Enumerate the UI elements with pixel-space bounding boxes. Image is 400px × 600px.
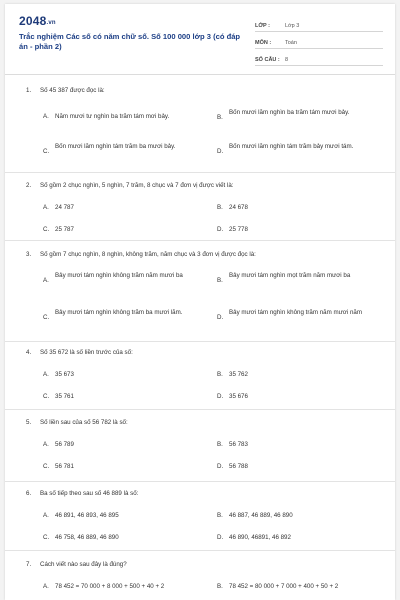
worksheet-page [5, 4, 395, 600]
option-c[interactable] [43, 308, 201, 322]
meta-value: Toán [285, 40, 297, 46]
question-text [26, 490, 138, 497]
question-number: 3. [26, 251, 32, 258]
option-a[interactable] [43, 271, 193, 285]
option-text: 25 787 [55, 226, 74, 233]
question-prompt: Số liền sau của số 56 782 là số: [40, 419, 128, 426]
question-number: 5. [26, 419, 32, 426]
option-a[interactable] [43, 440, 201, 449]
question-separator [5, 550, 395, 551]
option-letter: D. [217, 534, 224, 541]
meta-key: SỐ CÂU : [255, 57, 280, 63]
option-b[interactable] [217, 511, 375, 520]
option-letter: B. [217, 371, 223, 378]
option-letter: A. [43, 583, 49, 590]
option-b[interactable] [217, 370, 375, 379]
option-letter: C. [43, 463, 50, 470]
option-letter: C. [43, 314, 50, 321]
option-letter: C. [43, 393, 50, 400]
question-number: 6. [26, 490, 32, 497]
option-letter: A. [43, 512, 49, 519]
option-letter: B. [217, 512, 223, 519]
question-prompt: Số gồm 7 chục nghìn, 8 nghìn, không trăm, năm chục và 3 đơn vị được đọc là: [40, 251, 256, 258]
option-d[interactable] [217, 225, 375, 234]
option-letter: A. [43, 277, 49, 284]
question-separator [5, 172, 395, 173]
option-d[interactable] [217, 462, 375, 471]
option-text: Năm mươi tư nghìn ba trăm tám mơi bảy. [55, 113, 170, 120]
option-letter: A. [43, 441, 49, 448]
option-letter: B. [217, 277, 223, 284]
option-text: Bảy mươi tám nghìn mọt trăm năm mươi ba [229, 272, 351, 279]
option-d[interactable] [217, 142, 375, 156]
meta-key: LỚP : [255, 23, 270, 29]
worksheet-header [5, 4, 395, 74]
question-prompt: Ba số tiếp theo sau số 46 889 là số: [40, 490, 139, 497]
option-d[interactable] [217, 308, 375, 322]
question-number: 7. [26, 561, 32, 568]
question-text [26, 182, 234, 189]
option-text: 56 783 [229, 441, 248, 448]
option-c[interactable] [43, 462, 201, 471]
option-text: 35 761 [55, 393, 74, 400]
option-text: 56 788 [229, 463, 248, 470]
option-a[interactable] [43, 370, 201, 379]
option-text: 24 678 [229, 204, 248, 211]
option-a[interactable] [43, 203, 201, 212]
meta-key: MÔN : [255, 40, 272, 46]
header-divider [5, 74, 395, 75]
question-separator [5, 341, 395, 342]
logo-text: 2048 [19, 14, 47, 28]
question-separator [5, 240, 395, 241]
option-text: Bảy mươi tám nghìn không trăm ba mươi lăm. [55, 309, 183, 316]
option-text: Bốn mươi lăm nghìn tám trăm ba mươi bảy. [55, 143, 176, 150]
option-text: 35 676 [229, 393, 248, 400]
option-text: 78 452 = 80 000 + 7 000 + 400 + 50 + 2 [229, 583, 339, 590]
question-prompt: Số gồm 2 chục nghìn, 5 nghìn, 7 trăm, 8 chục và 7 đơn vị được viết là: [40, 182, 234, 189]
option-c[interactable] [43, 392, 201, 401]
option-letter: D. [217, 463, 224, 470]
option-text: 56 789 [55, 441, 74, 448]
option-letter: D. [217, 393, 224, 400]
option-text: 24 787 [55, 204, 74, 211]
meta-value: 8 [285, 57, 289, 63]
option-text: 78 452 = 70 000 + 8 000 + 500 + 40 + 2 [55, 583, 165, 590]
question-separator [5, 481, 395, 482]
option-text: 25 778 [229, 226, 248, 233]
option-text: 56 781 [55, 463, 74, 470]
question-prompt: Cách viết nào sau đây là đúng? [40, 561, 127, 568]
option-letter: C. [43, 534, 50, 541]
option-letter: C. [43, 148, 50, 155]
option-b[interactable] [217, 108, 375, 122]
option-text: 35 673 [55, 371, 74, 378]
option-letter: A. [43, 113, 49, 120]
question-separator [5, 409, 395, 410]
option-letter: D. [217, 314, 224, 321]
option-letter: A. [43, 371, 49, 378]
question-text [26, 87, 105, 94]
option-c[interactable] [43, 533, 201, 542]
option-letter: D. [217, 148, 224, 155]
option-letter: B. [217, 441, 223, 448]
meta-row-subject [255, 33, 383, 49]
option-text: Bốn mươi lăm nghìn tám trăm bảy mươi tám. [229, 143, 354, 150]
option-letter: A. [43, 204, 49, 211]
option-b[interactable] [217, 440, 375, 449]
option-text: Bảy mươi tám nghìn không trăm năm mươi ba [55, 272, 183, 279]
question-prompt: Số 45 387 được đọc là: [40, 87, 105, 94]
option-text: 35 762 [229, 371, 248, 378]
option-a[interactable] [43, 112, 201, 121]
option-d[interactable] [217, 533, 375, 542]
question-text [26, 251, 256, 258]
question-prompt: Số 35 672 là số liền trước của số: [40, 349, 133, 356]
option-b[interactable] [217, 203, 375, 212]
option-a[interactable] [43, 582, 201, 591]
option-letter: B. [217, 204, 223, 211]
option-c[interactable] [43, 225, 201, 234]
site-logo[interactable] [19, 14, 56, 28]
question-text [26, 419, 128, 426]
option-b[interactable] [217, 582, 375, 591]
option-text: Bảy mươi tám nghìn không trăm năm mươi năm [229, 309, 362, 316]
option-text: Bốn mươi lăm nghìn ba trăm tám mươi bảy. [229, 109, 350, 116]
question-number: 4. [26, 349, 32, 356]
option-letter: C. [43, 226, 50, 233]
option-c[interactable] [43, 142, 201, 156]
option-text: 46 891, 46 893, 46 895 [55, 512, 119, 519]
option-a[interactable] [43, 511, 201, 520]
question-number: 2. [26, 182, 32, 189]
option-b[interactable] [217, 271, 375, 285]
option-text: 46 887, 46 889, 46 890 [229, 512, 293, 519]
question-number: 1. [26, 87, 32, 94]
option-letter: B. [217, 114, 223, 121]
meta-row-class [255, 16, 383, 32]
option-d[interactable] [217, 392, 375, 401]
option-letter: B. [217, 583, 223, 590]
question-text [26, 561, 127, 568]
worksheet-title: Trắc nghiệm Các số có năm chữ số. Số 100 000 lớp 3 (có đáp án - phần 2) [19, 32, 241, 51]
option-text: 46 890, 46891, 46 892 [229, 534, 291, 541]
meta-row-count [255, 50, 383, 66]
option-text: 46 758, 46 889, 46 890 [55, 534, 119, 541]
meta-value: Lớp 3 [285, 23, 300, 29]
logo-tld: .vn [46, 20, 56, 26]
question-text [26, 349, 133, 356]
meta-info [255, 16, 383, 67]
option-letter: D. [217, 226, 224, 233]
